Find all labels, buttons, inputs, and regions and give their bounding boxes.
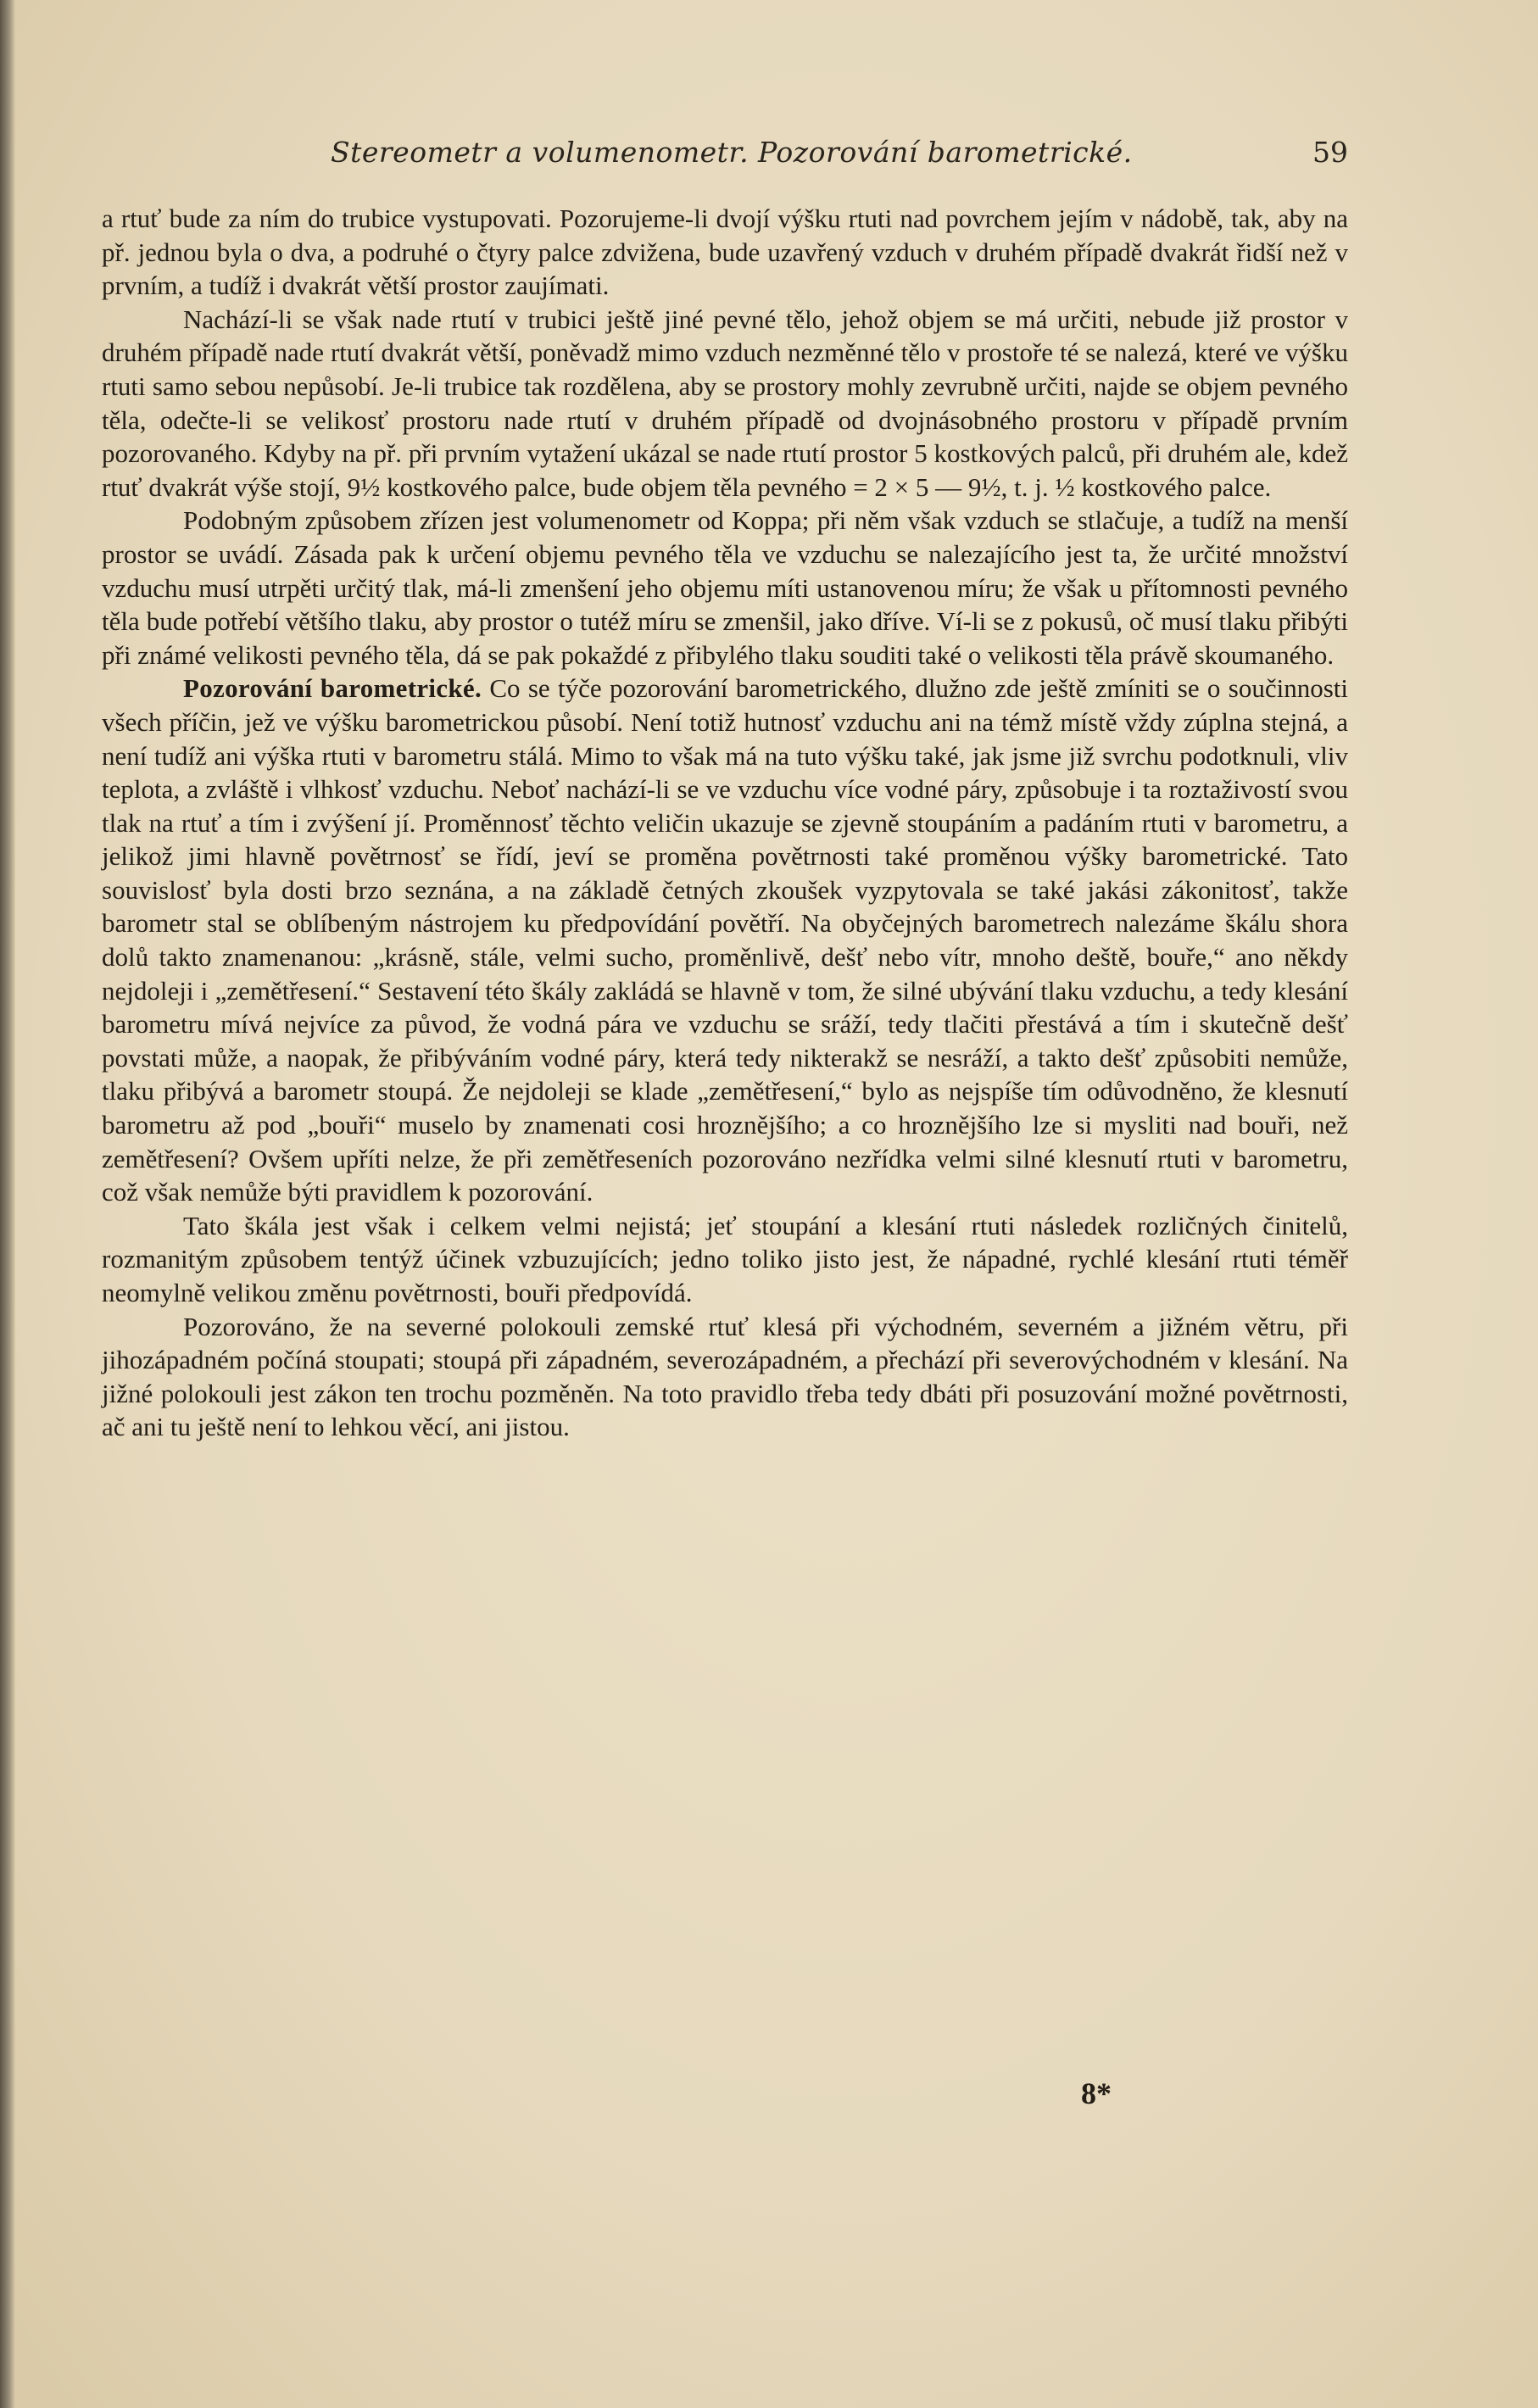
signature-mark: 8* bbox=[1081, 2076, 1112, 2110]
paragraph bbox=[102, 672, 1348, 1209]
paragraph bbox=[102, 1209, 1348, 1310]
paragraph-text: Nachází-li se však nade rtutí v trubici ještě jiné pevné tělo, jehož objem se má určiti, nebude již prostor v druhém případě nade rtutí dvakrát větší, poněvadž mimo vzduch nezměnné tělo v prostoře té se nalezá, které ve výšku rtuti samo sebou nepůsobí. Je-li trubice tak rozdělena, aby se prostory mohly zevrubně určiti, najde se objem pevného těla, odečte-li se velikosť prostoru nade rtutí v druhém případě od dvojnásobného prostoru v případě prvním pozorovaného. Kdyby na př. při prvním vytažení ukázal se nade rtutí prostor 5 kostkových palců, při druhém ale, kdež rtuť dvakrát výše stojí, 9½ kostkového palce, bude objem těla pevného = 2 × 5 — 9½, t. j. ½ kostkového palce. bbox=[102, 304, 1348, 502]
page-gutter-shadow bbox=[0, 0, 15, 2408]
body-text bbox=[102, 202, 1348, 1444]
page-number: 59 bbox=[1312, 136, 1348, 169]
paragraph-text: Podobným způsobem zřízen jest volumenometr od Koppa; při něm však vzduch se stlačuje, a tudíž na menší prostor se uvádí. Zásada pak k určení objemu pevného těla ve vzduchu se nalezajícího jest ta, že určité množství vzduchu musí utrpěti určitý tlak, má-li zmenšení jeho objemu míti ustanovenou míru; že však u přítomnosti pevného těla bude potřebí většího tlaku, aby prostor o tutéž míru se zmenšil, jako dříve. Ví-li se z pokusů, oč musí tlaku přibýti při známé velikosti pevného těla, dá se pak pokaždé z přibylého tlaku souditi také o velikosti těla právě skoumaného. bbox=[102, 505, 1348, 670]
paragraph bbox=[102, 504, 1348, 672]
paragraph bbox=[102, 202, 1348, 303]
page-header bbox=[102, 136, 1348, 178]
paragraph bbox=[102, 303, 1348, 504]
section-lead-heading: Pozorování barometrické. bbox=[183, 673, 482, 704]
paragraph-text: Co se týče pozorování barometrického, dlužno zde ještě zmíniti se o součinnosti všech příčin, jež ve výšku barometrickou působí. Není totiž hutnosť vzduchu ani na témž místě vždy zúplna stejná, a není tudíž ani výška rtuti v barometru stálá. Mimo to však má na tuto výšku také, jak jsme již svrchu podotknuli, vliv teplota, a zvláště i vlhkosť vzduchu. Neboť nachází-li se ve vzduchu více vodné páry, způsobuje i ta roztaživostí svou tlak na rtuť a tím i zvýšení jí. Proměnnosť těchto veličin ukazuje se zjevně stoupáním a padáním rtuti v barometru, a jelikož jimi hlavně povětrnosť se řídí, jeví se proměna povětrnosti také proměnou výšky barometrické. Tato souvislosť byla dosti brzo seznána, a na základě četných zkoušek vyzpytovala se také jakási zákonitosť, takže barometr stal se oblíbeným nástrojem ku předpovídání povětří. Na obyčejných barometrech nalezáme škálu shora dolů takto znamenanou: „krásně, stále, velmi sucho, proměnlivě, dešť nebo vítr, mnoho deště, bouře,“ ano někdy nejdoleji i „zemětřesení.“ Sestavení této škály zakládá se hlavně v tom, že silné ubývání tlaku vzduchu, a tedy klesání barometru mívá nejvíce za původ, že vodná pára ve vzduchu se sráží, tedy tlačiti přestává a tím i skutečně dešť povstati může, a naopak, že přibýváním vodné páry, která tedy nikterakž se nesráží, a takto dešť způsobiti nemůže, tlaku přibývá a barometr stoupá. Že nejdoleji se klade „zemětřesení,“ bylo as nejspíše tím odůvodněno, že klesnutí barometru až pod „bouři“ muselo by znamenati cosi hroznějšího; a co hroznějšího lze si mysliti nad bouři, než zemětřesení? Ovšem upříti nelze, že při zemětřeseních pozorováno nezřídka velmi silné klesnutí rtuti v barometru, což však nemůže býti pravidlem k pozorování. bbox=[102, 673, 1348, 1207]
paragraph-text: Pozorováno, že na severné polokouli zemské rtuť klesá při východném, severném a jižném větru, při jihozápadném počíná stoupati; stoupá při západném, severozápadném, a přechází při severovýchodném v klesání. Na jižné polokouli jest zákon ten trochu pozměněn. Na toto pravidlo třeba tedy dbáti při posuzování možné povětrnosti, ač ani tu ještě není to lehkou věcí, ani jistou. bbox=[102, 1311, 1348, 1442]
paragraph-text: Tato škála jest však i celkem velmi nejistá; jeť stoupání a klesání rtuti následek rozličných činitelů, rozmanitým způsobem tentýž účinek vzbuzujících; jedno toliko jisto jest, že nápadné, rychlé klesání rtuti téměř neomylně velikou změnu povětrnosti, bouři předpovídá. bbox=[102, 1210, 1348, 1307]
paragraph bbox=[102, 1310, 1348, 1444]
running-title: Stereometr a volumenometr. Pozorování barometrické. bbox=[331, 136, 1133, 169]
paragraph-text: a rtuť bude za ním do trubice vystupovati. Pozorujeme-li dvojí výšku rtuti nad povrchem jejím v nádobě, tak, aby na př. jednou byla o dva, a podruhé o čtyry palce zdvižena, bude uzavřený vzduch v druhém případě dvakrát řidší než v prvním, a tudíž i dvakrát větší prostor zaujímati. bbox=[102, 203, 1348, 301]
